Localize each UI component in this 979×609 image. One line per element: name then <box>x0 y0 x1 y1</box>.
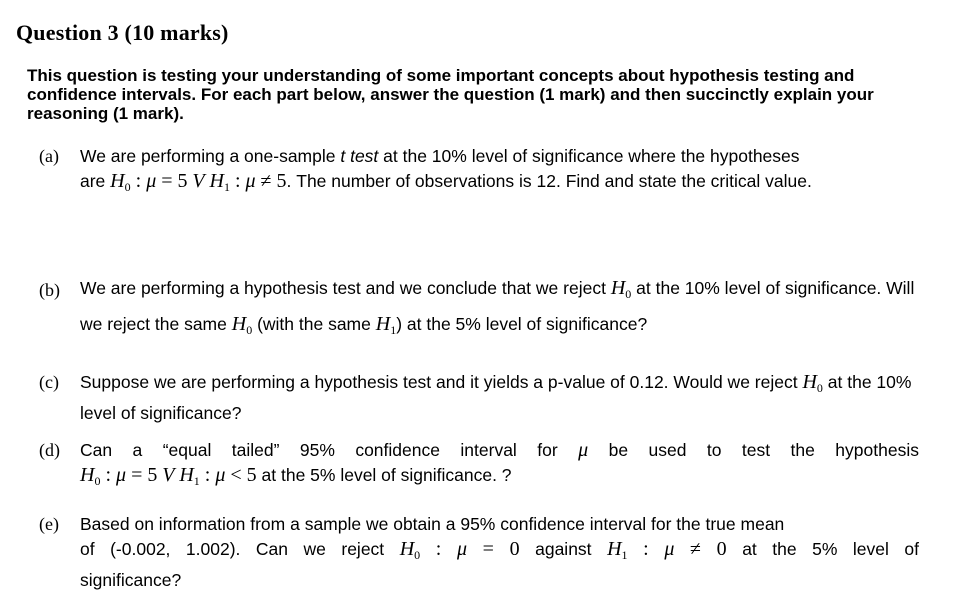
versus-symbol: V <box>162 464 175 486</box>
alternative-hypothesis: $H_1$ : μ ≠ 5 <box>209 170 287 194</box>
part-a <box>39 144 919 200</box>
versus-symbol: V <box>192 170 205 192</box>
question-title: Question 3 (10 marks) <box>16 20 229 45</box>
part-c-label: (c) <box>39 372 59 392</box>
part-e-label: (e) <box>39 514 59 534</box>
question-instructions: This question is testing your understanding of some important concepts about hypothesis testing and confidence intervals. For each part below, answer the question (1 mark) and then succinctly explain your reasoning (1 mark). <box>27 66 874 123</box>
alternative-hypothesis: $H_1$ : μ < 5 <box>179 464 257 488</box>
h0-symbol: $H_0$ <box>610 277 632 301</box>
mu-symbol: μ <box>578 439 589 461</box>
part-d <box>39 438 919 494</box>
part-e-text: Based on information from a sample we obtain a 95% confidence interval for the true mean of (-0.002, 1.002). Can we reject $H_0$ : μ = 0 against $H_1$ : μ ≠ 0 at the 5% level of significance? <box>80 514 919 590</box>
part-a-text: We are performing a one-sample t test at the 10% level of significance where the hypotheses are $H_0$ : μ = 5 V $H_1$ : μ ≠ 5. The number of observations is 12. Find and state the critical value. <box>80 146 812 194</box>
part-e <box>39 512 919 593</box>
part-b-text: We are performing a hypothesis test and we conclude that we reject $H_0$ at the 10% level of significance. Will we reject the same $H_0$ (with the same $H_1$) at the 5% level of significance? <box>80 277 915 337</box>
null-hypothesis: $H_0$ : μ = 0 <box>399 538 520 562</box>
part-d-text: Can a “equal tailed” 95% confidence interval for μ be used to test the hypothesis $H_0$ : μ = 5 V $H_1$ : μ < 5 at the 5% level of significance. ? <box>80 439 919 488</box>
part-d-label: (d) <box>39 440 60 460</box>
t-test-term: t test <box>340 146 379 166</box>
part-c <box>39 370 919 426</box>
part-b-label: (b) <box>39 280 60 300</box>
part-b <box>39 273 919 345</box>
null-hypothesis: $H_0$ : μ = 5 <box>110 170 188 194</box>
part-c-text: Suppose we are performing a hypothesis test and it yields a p-value of 0.12. Would we reject $H_0$ at the 10% level of significance? <box>80 371 912 423</box>
alternative-hypothesis: $H_1$ : μ ≠ 0 <box>607 538 727 562</box>
h0-symbol: $H_0$ <box>231 313 253 337</box>
null-hypothesis: $H_0$ : μ = 5 <box>80 464 158 488</box>
h0-symbol: $H_0$ <box>802 371 823 395</box>
h1-symbol: $H_1$ <box>375 313 397 337</box>
part-a-label: (a) <box>39 146 59 166</box>
